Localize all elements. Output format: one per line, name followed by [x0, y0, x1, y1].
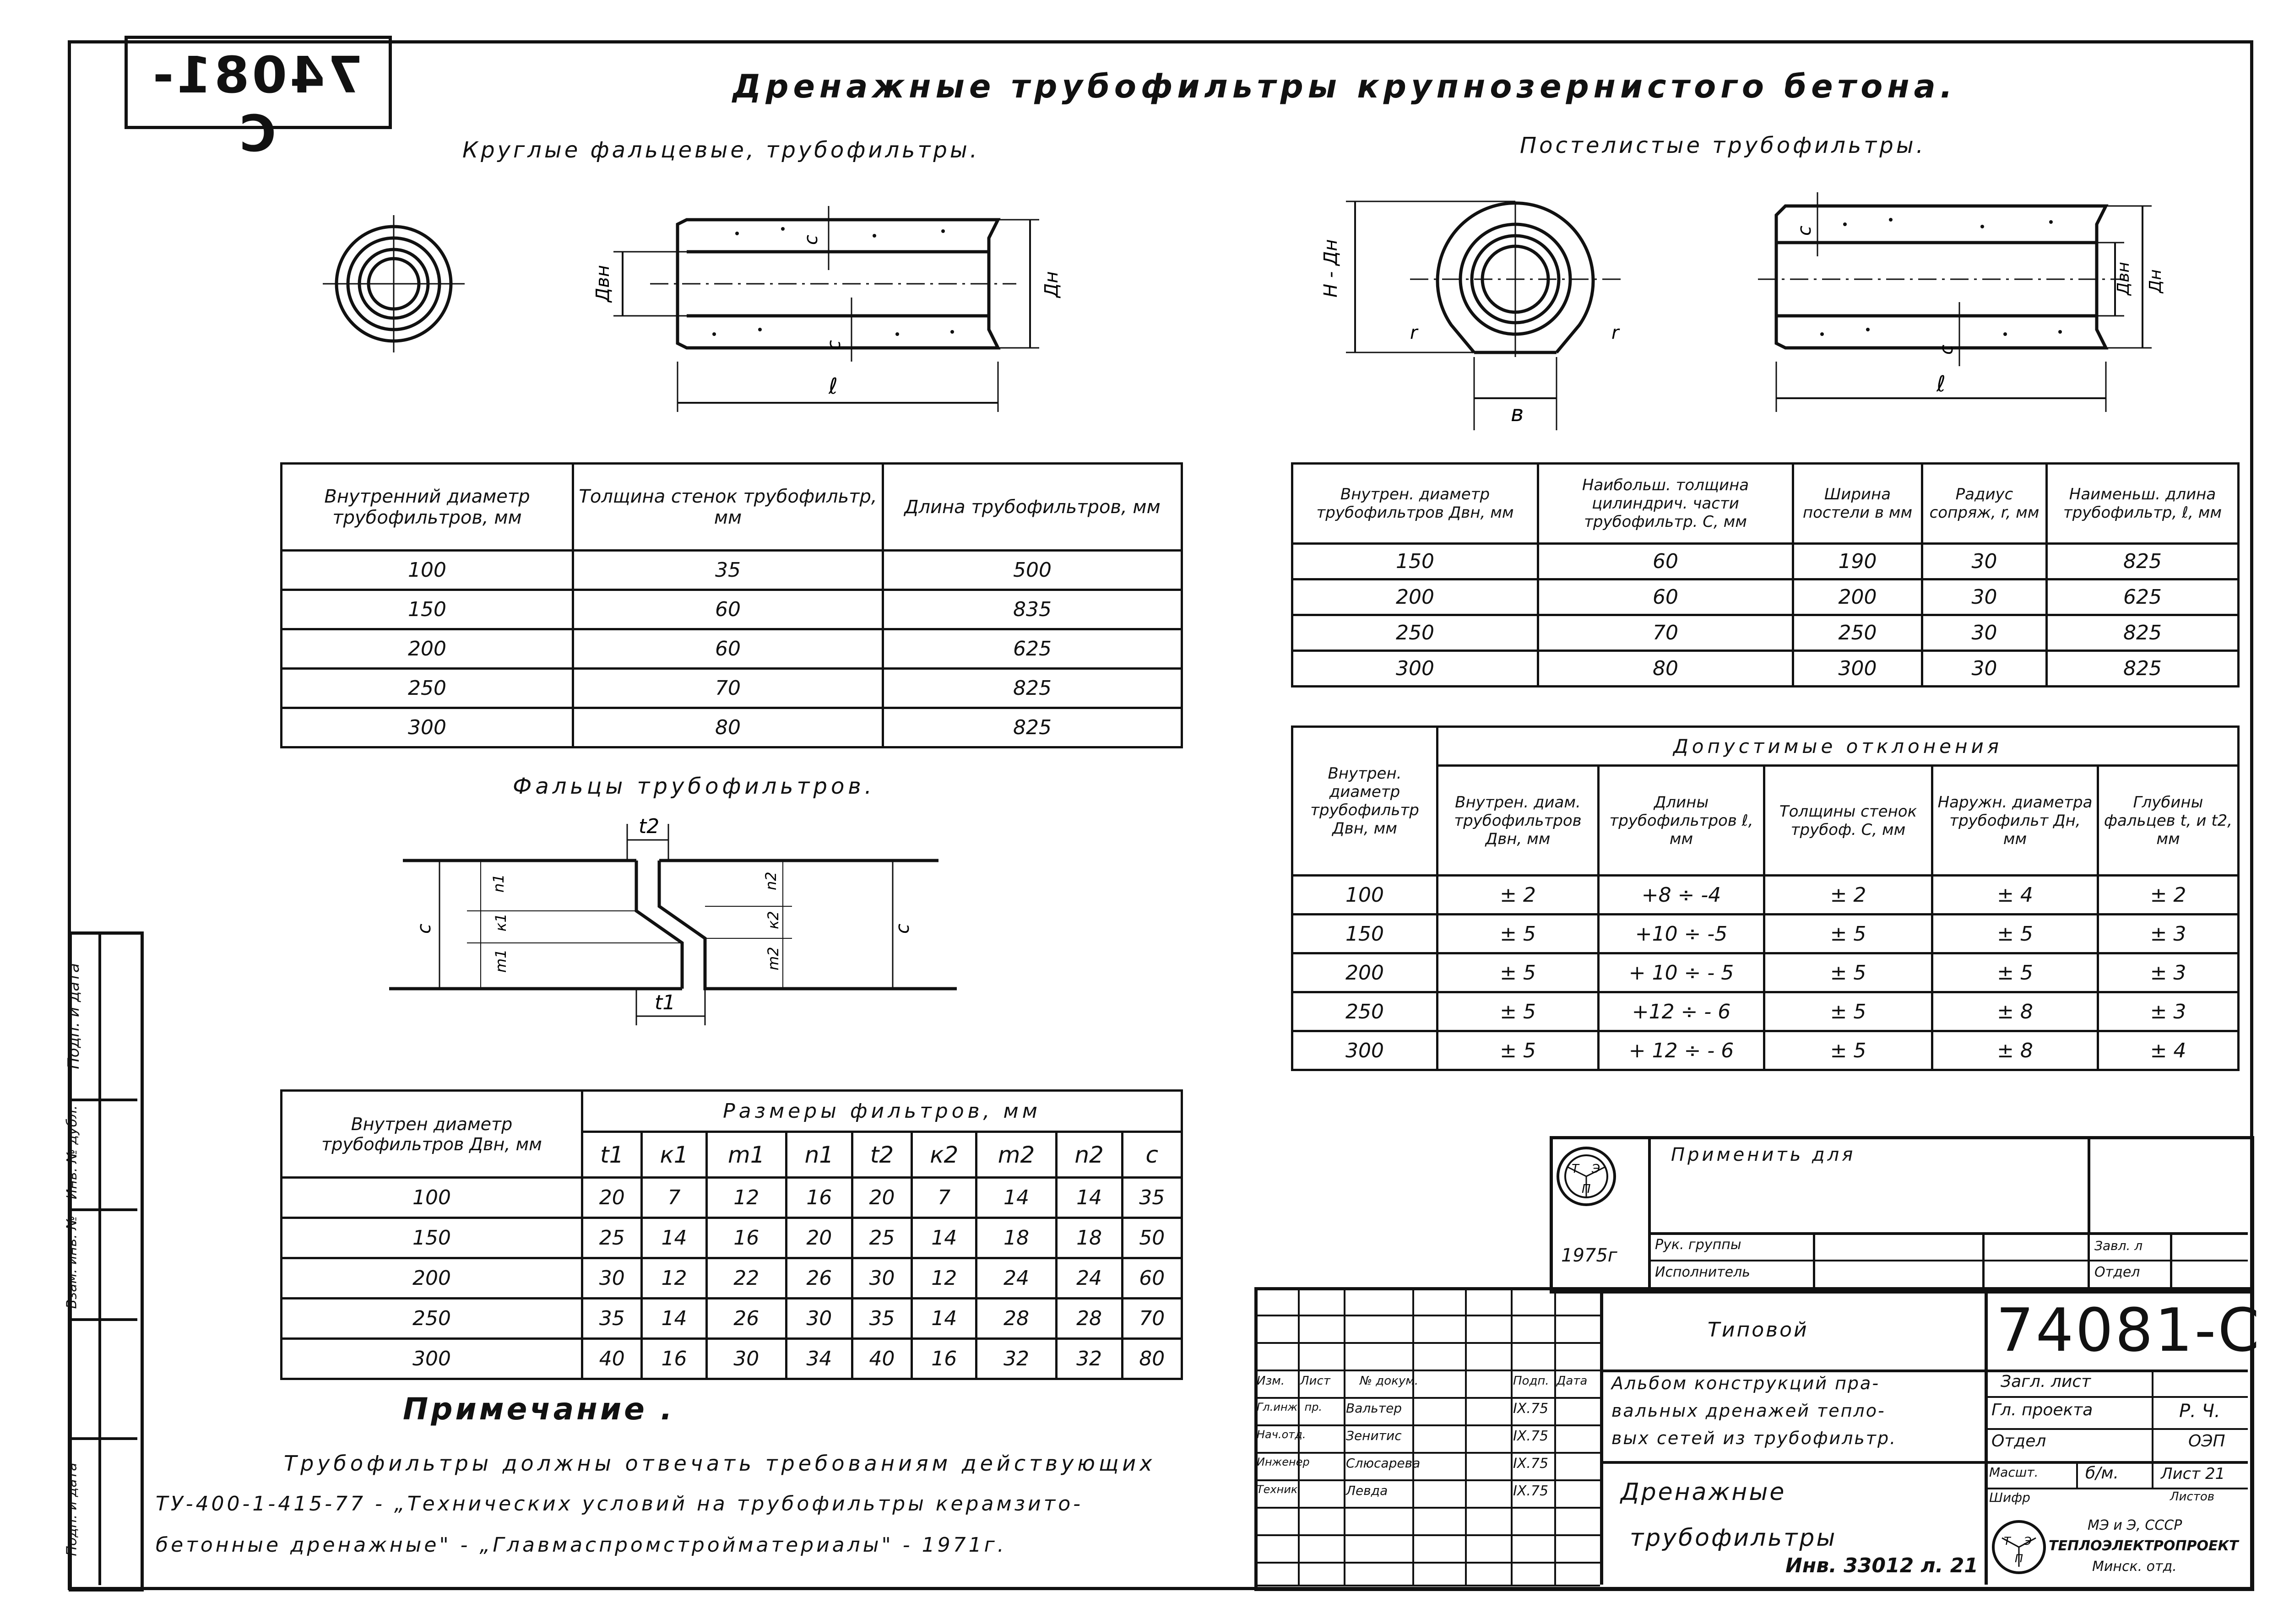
- side-stamp-label: Инв. № дубл.: [64, 1105, 81, 1200]
- table-cell: 625: [2047, 579, 2239, 615]
- round-header: Внутренний диаметр трубофильтров, мм: [282, 464, 573, 551]
- table-row: [1292, 1031, 2239, 1070]
- table-cell: 200: [1793, 579, 1922, 615]
- table-cell: 7: [912, 1178, 976, 1218]
- sig-grid-line: [1254, 1397, 1600, 1399]
- table-cell: 150: [1292, 915, 1437, 953]
- round-table: [280, 462, 1183, 748]
- table-cell: 30: [1922, 544, 2047, 579]
- album-line: Альбом конструкций пра-: [1611, 1373, 1880, 1393]
- sig-grid-line: [1254, 1452, 1600, 1454]
- table-cell: 32: [1056, 1339, 1122, 1379]
- round-l-label: ℓ: [829, 374, 838, 399]
- table-cell: 625: [883, 629, 1182, 669]
- tol-header: Толщины стенок трубоф. С, мм: [1764, 766, 1932, 876]
- otdel2-label: Отдел: [1991, 1432, 2046, 1451]
- side-divider: [69, 1099, 137, 1101]
- dims-header: m2: [976, 1132, 1056, 1178]
- tb-line: [1985, 1396, 2248, 1398]
- table-cell: 300: [1793, 651, 1922, 687]
- folds-drawing: [389, 815, 984, 1044]
- table-cell: 825: [2047, 615, 2239, 651]
- flat-header: Наибольш. толщина цилиндрич. части трубофильтр. С, мм: [1538, 464, 1793, 544]
- dims-header: t1: [582, 1132, 642, 1178]
- table-cell: 35: [1122, 1178, 1182, 1218]
- fold-n2-label: n2: [762, 872, 780, 890]
- tol-header: Наружн. диаметра трубофильт Дн, мм: [1932, 766, 2098, 876]
- tb-line: [2088, 1232, 2090, 1287]
- drawing-name-line: Дренажные: [1621, 1478, 1786, 1506]
- sig-cell: Нач.отд.: [1257, 1428, 1306, 1441]
- table-cell: 12: [642, 1258, 706, 1299]
- sig-grid-line: [1254, 1534, 1600, 1536]
- tb-line: [2076, 1461, 2078, 1489]
- tb-line: [2170, 1232, 2172, 1287]
- sig-grid-line: [1254, 1342, 1600, 1344]
- main-title: Дренажные трубофильтры крупнозернистого бетона.: [732, 68, 1957, 105]
- round-c-label: c: [824, 340, 845, 350]
- table-cell: 50: [1122, 1218, 1182, 1258]
- table-row: [1292, 915, 2239, 953]
- table-cell: + 10 ÷ - 5: [1599, 953, 1764, 992]
- table-cell: 70: [573, 669, 883, 708]
- table-cell: 80: [573, 708, 883, 747]
- gip-label: Гл. проекта: [1991, 1401, 2093, 1419]
- sig-header: Изм.: [1257, 1374, 1285, 1388]
- org-logo-letter: Т: [2004, 1535, 2011, 1548]
- table-cell: ± 2: [2098, 876, 2239, 915]
- flat-b-label: в: [1511, 401, 1524, 427]
- table-cell: 20: [852, 1178, 911, 1218]
- tb-line: [1600, 1461, 2248, 1464]
- table-cell: 30: [852, 1258, 911, 1299]
- table-cell: 20: [582, 1178, 642, 1218]
- typical-label: Типовой: [1708, 1318, 1809, 1342]
- table-cell: 300: [1292, 1031, 1437, 1070]
- table-row: [282, 708, 1182, 747]
- table-cell: 30: [706, 1339, 786, 1379]
- table-row: [282, 669, 1182, 708]
- flat-dvn-label: Двн: [2114, 262, 2133, 295]
- table-cell: ± 4: [1932, 876, 2098, 915]
- table-row: [1292, 876, 2239, 915]
- table-cell: ± 5: [1437, 915, 1599, 953]
- flat-pipe-drawing: [1318, 174, 2234, 449]
- table-cell: 200: [282, 1258, 582, 1299]
- table-row: [282, 629, 1182, 669]
- table-cell: 16: [912, 1339, 976, 1379]
- table-cell: 60: [1538, 544, 1793, 579]
- org-logo-letter: П: [2015, 1552, 2023, 1565]
- tb-line: [1648, 1136, 1651, 1287]
- sig-grid-line: [1254, 1507, 1600, 1509]
- code-stamp-mirrored: 74081-C: [150, 46, 363, 163]
- drawing-name-line: трубофильтры: [1630, 1524, 1837, 1552]
- table-cell: 28: [976, 1299, 1056, 1339]
- sig-grid-line: [1254, 1424, 1600, 1426]
- table-cell: 40: [852, 1339, 911, 1379]
- org-line: ТЕПЛОЭЛЕКТРОПРОЕКТ: [2049, 1538, 2239, 1554]
- sig-header: Лист: [1300, 1374, 1330, 1388]
- table-row: [282, 1258, 1182, 1299]
- flat-header: Наименьш. длина трубофильтр, ℓ, мм: [2047, 464, 2239, 544]
- album-line: вальных дренажей тепло-: [1611, 1401, 1886, 1421]
- table-cell: 200: [282, 629, 573, 669]
- tol-header: Длины трубофильтров ℓ, мм: [1599, 766, 1764, 876]
- round-header: Длина трубофильтров, мм: [883, 464, 1182, 551]
- sig-cell: Слюсарева: [1346, 1456, 1421, 1471]
- logo-letter: Э: [1592, 1162, 1600, 1176]
- note-line: ТУ-400-1-415-77 - „Технических условий на трубофильтры керамзито-: [156, 1492, 1084, 1516]
- sig-cell: Зенитис: [1346, 1428, 1402, 1443]
- drawing-code: 74081-С: [1996, 1295, 2262, 1365]
- flat-c-label: c: [1936, 345, 1957, 355]
- note-line: бетонные дренажные" - „Главмаспромстройматериалы" - 1971г.: [156, 1533, 1007, 1557]
- sig-grid-line: [1254, 1479, 1600, 1481]
- sig-cell: Инженер: [1257, 1456, 1310, 1468]
- table-cell: ± 3: [2098, 915, 2239, 953]
- table-cell: 300: [282, 708, 573, 747]
- table-cell: 250: [282, 1299, 582, 1339]
- table-cell: 190: [1793, 544, 1922, 579]
- round-pipe-drawing: [302, 179, 1126, 435]
- note-line: Трубофильтры должны отвечать требованиям действующих: [284, 1451, 1156, 1476]
- dims-group-header: Размеры фильтров, мм: [582, 1091, 1182, 1132]
- tb-line: [1600, 1370, 2248, 1372]
- table-cell: +12 ÷ - 6: [1599, 992, 1764, 1031]
- side-stamp-label: Подп. и дата: [64, 1462, 80, 1556]
- side-divider: [69, 1437, 137, 1440]
- table-cell: 28: [1056, 1299, 1122, 1339]
- fold-m2-label: m2: [765, 947, 782, 970]
- round-dn-label: Дн: [1041, 271, 1062, 298]
- sig-cell: Техник: [1257, 1483, 1298, 1496]
- ministry-logo: [1554, 1144, 1618, 1208]
- tol-group-header: Допустимые отклонения: [1437, 727, 2239, 766]
- otdel2-value: ОЭП: [2188, 1432, 2225, 1451]
- table-cell: 25: [852, 1218, 911, 1258]
- tb-line: [1985, 1428, 2248, 1430]
- table-cell: 32: [976, 1339, 1056, 1379]
- table-cell: 14: [642, 1218, 706, 1258]
- table-cell: 16: [786, 1178, 852, 1218]
- flat-table: [1291, 462, 2240, 687]
- table-cell: 250: [1292, 615, 1538, 651]
- table-row: [282, 551, 1182, 590]
- masht-value: б/м.: [2085, 1464, 2119, 1483]
- table-row: [1292, 615, 2239, 651]
- table-cell: 35: [582, 1299, 642, 1339]
- side-divider: [69, 1208, 137, 1211]
- table-cell: 250: [1292, 992, 1437, 1031]
- table-row: [1292, 992, 2239, 1031]
- fold-n1-label: n1: [490, 874, 507, 893]
- fold-t1-label: t1: [655, 991, 676, 1014]
- table-cell: 200: [1292, 953, 1437, 992]
- table-cell: 26: [706, 1299, 786, 1339]
- table-cell: 250: [282, 669, 573, 708]
- fold-c-label: c: [414, 924, 435, 934]
- sig-cell: Гл.инж. пр.: [1257, 1401, 1323, 1413]
- table-cell: 70: [1538, 615, 1793, 651]
- dims-header: n2: [1056, 1132, 1122, 1178]
- folds-title: Фальцы трубофильтров.: [513, 774, 875, 799]
- sig-grid-line: [1511, 1287, 1513, 1585]
- table-cell: ± 5: [1764, 1031, 1932, 1070]
- table-cell: ± 2: [1764, 876, 1932, 915]
- table-cell: 26: [786, 1258, 852, 1299]
- table-cell: 14: [642, 1299, 706, 1339]
- table-cell: ± 5: [1764, 953, 1932, 992]
- dims-header: t2: [852, 1132, 911, 1178]
- dims-header: n1: [786, 1132, 852, 1178]
- org-line: Минск. отд.: [2092, 1559, 2177, 1575]
- table-cell: 30: [1922, 615, 2047, 651]
- table-cell: 14: [912, 1299, 976, 1339]
- sig-grid-line: [1554, 1287, 1556, 1585]
- fold-k1-label: к1: [492, 913, 510, 931]
- sig-grid-line: [1254, 1287, 1600, 1289]
- tol-row-header: Внутрен. диаметр трубофильтр Двн, мм: [1292, 727, 1437, 876]
- sig-cell: Левда: [1346, 1483, 1388, 1498]
- note-title: Примечание .: [403, 1391, 675, 1427]
- group-head-label: Рук. группы: [1655, 1237, 1741, 1253]
- table-cell: 825: [2047, 544, 2239, 579]
- flat-h-label: Н - Дн: [1320, 239, 1341, 298]
- table-cell: 200: [1292, 579, 1538, 615]
- tb-line: [1985, 1287, 1988, 1585]
- table-cell: 18: [1056, 1218, 1122, 1258]
- table-cell: 30: [1922, 651, 2047, 687]
- sig-grid-line: [1412, 1287, 1414, 1585]
- flat-header: Ширина постели в мм: [1793, 464, 1922, 544]
- masht-label: Масшт.: [1989, 1465, 2039, 1480]
- sig-grid-line: [1254, 1585, 1600, 1586]
- tb-line: [1648, 1232, 2248, 1235]
- table-cell: + 12 ÷ - 6: [1599, 1031, 1764, 1070]
- table-cell: 16: [706, 1218, 786, 1258]
- round-c-label: c: [801, 235, 822, 245]
- table-row: [1292, 953, 2239, 992]
- dims-header: к2: [912, 1132, 976, 1178]
- sig-header: Дата: [1557, 1374, 1588, 1388]
- sig-grid-line: [1344, 1287, 1345, 1585]
- table-cell: 80: [1538, 651, 1793, 687]
- table-cell: 18: [976, 1218, 1056, 1258]
- flat-header: Радиус сопряж, r, мм: [1922, 464, 2047, 544]
- flat-title: Постелистые трубофильтры.: [1520, 133, 1926, 158]
- side-stamp-label: Подп. и дата: [64, 963, 83, 1069]
- table-cell: 14: [1056, 1178, 1122, 1218]
- side-divider: [69, 1318, 137, 1321]
- table-cell: 7: [642, 1178, 706, 1218]
- table-cell: +10 ÷ -5: [1599, 915, 1764, 953]
- org-line: МЭ и Э, СССР: [2088, 1517, 2182, 1533]
- table-row: [282, 590, 1182, 629]
- round-title: Круглые фальцевые, трубофильтры.: [462, 137, 980, 163]
- table-cell: ± 4: [2098, 1031, 2239, 1070]
- sig-cell: IX.75: [1513, 1456, 1549, 1472]
- flat-header: Внутрен. диаметр трубофильтров Двн, мм: [1292, 464, 1538, 544]
- logo-letter: Т: [1572, 1162, 1579, 1176]
- table-cell: 12: [912, 1258, 976, 1299]
- table-cell: 825: [2047, 651, 2239, 687]
- fold-t2-label: t2: [639, 815, 660, 838]
- dims-header: c: [1122, 1132, 1182, 1178]
- table-cell: 100: [282, 1178, 582, 1218]
- side-stamp-label: Взам. инв. №: [64, 1215, 80, 1309]
- tb-line: [2088, 1136, 2090, 1232]
- org-logo: [1989, 1517, 2049, 1577]
- sig-grid-line: [1254, 1370, 1600, 1371]
- tb-line: [1648, 1260, 2248, 1261]
- table-cell: ± 5: [1932, 953, 2098, 992]
- table-cell: 60: [1122, 1258, 1182, 1299]
- flat-dn-label: Дн: [2146, 269, 2165, 293]
- flat-l-label: ℓ: [1936, 371, 1946, 397]
- table-cell: 500: [883, 551, 1182, 590]
- table-cell: ± 3: [2098, 992, 2239, 1031]
- table-cell: 16: [642, 1339, 706, 1379]
- side-divider: [98, 931, 101, 1585]
- tb-line: [2152, 1370, 2153, 1489]
- fold-k2-label: к2: [765, 911, 782, 929]
- table-cell: 150: [1292, 544, 1538, 579]
- tolerances-table: [1291, 725, 2240, 1071]
- tb-line: [1985, 1488, 2248, 1489]
- sig-cell: Вальтер: [1346, 1401, 1402, 1416]
- table-cell: 24: [976, 1258, 1056, 1299]
- executor-label: Исполнитель: [1655, 1264, 1750, 1280]
- table-cell: 60: [573, 590, 883, 629]
- sig-cell: IX.75: [1513, 1401, 1549, 1417]
- signature-grid: [1254, 1287, 1600, 1585]
- table-cell: 20: [786, 1218, 852, 1258]
- flat-c-label: c: [1794, 226, 1815, 236]
- dims-header: m1: [706, 1132, 786, 1178]
- shifr-label: Шифр: [1989, 1490, 2030, 1505]
- table-cell: ± 5: [1437, 1031, 1599, 1070]
- gip-value: Р. Ч.: [2179, 1401, 2220, 1422]
- tb-line: [1982, 1232, 1985, 1287]
- table-cell: 12: [706, 1178, 786, 1218]
- round-dvn-label: Двн: [592, 265, 613, 302]
- table-cell: 35: [573, 551, 883, 590]
- table-cell: 22: [706, 1258, 786, 1299]
- sig-header: Подп.: [1513, 1374, 1549, 1388]
- table-cell: 250: [1793, 615, 1922, 651]
- album-line: вых сетей из трубофильтр.: [1611, 1428, 1897, 1448]
- sig-cell: IX.75: [1513, 1483, 1549, 1499]
- tb-line: [1813, 1232, 1815, 1287]
- table-row: [282, 1299, 1182, 1339]
- table-cell: ± 8: [1932, 1031, 2098, 1070]
- table-cell: 150: [282, 1218, 582, 1258]
- table-cell: 30: [582, 1258, 642, 1299]
- table-cell: 30: [1922, 579, 2047, 615]
- table-row: [282, 1218, 1182, 1258]
- table-cell: 14: [912, 1218, 976, 1258]
- table-cell: +8 ÷ -4: [1599, 876, 1764, 915]
- table-cell: ± 8: [1932, 992, 2098, 1031]
- tol-header: Внутрен. диам. трубофильтров Двн, мм: [1437, 766, 1599, 876]
- inventory-stamp: Инв. 33012 л. 21: [1785, 1554, 1978, 1577]
- sheet-number: Лист 21: [2161, 1465, 2225, 1483]
- table-cell: 100: [1292, 876, 1437, 915]
- table-cell: 80: [1122, 1339, 1182, 1379]
- tb-line: [1600, 1287, 1603, 1585]
- dims-row-header: Внутрен диаметр трубофильтров Двн, мм: [282, 1091, 582, 1178]
- dims-table: [280, 1089, 1183, 1380]
- flat-r-label: r: [1611, 322, 1619, 343]
- sig-grid-line: [1254, 1562, 1600, 1564]
- table-cell: 835: [883, 590, 1182, 629]
- table-cell: ± 3: [2098, 953, 2239, 992]
- table-cell: ± 5: [1764, 992, 1932, 1031]
- table-cell: ± 5: [1932, 915, 2098, 953]
- table-cell: ± 5: [1437, 992, 1599, 1031]
- table-cell: 40: [582, 1339, 642, 1379]
- sig-cell: IX.75: [1513, 1428, 1549, 1444]
- table-cell: 300: [282, 1339, 582, 1379]
- table-cell: 25: [582, 1218, 642, 1258]
- tol-header: Глубины фальцев t, и t2, мм: [2098, 766, 2239, 876]
- dims-header: к1: [642, 1132, 706, 1178]
- table-row: [1292, 544, 2239, 579]
- table-row: [1292, 579, 2239, 615]
- table-cell: ± 5: [1437, 953, 1599, 992]
- sig-header: № докум.: [1360, 1374, 1419, 1388]
- sig-grid-line: [1254, 1315, 1600, 1316]
- table-cell: 24: [1056, 1258, 1122, 1299]
- year-label: 1975г: [1561, 1245, 1617, 1266]
- fold-c-label: c: [892, 924, 913, 934]
- table-cell: 34: [786, 1339, 852, 1379]
- table-row: [1292, 651, 2239, 687]
- zagl-list: Загл. лист: [2001, 1372, 2091, 1391]
- flat-r-label: r: [1410, 322, 1418, 343]
- table-cell: 14: [976, 1178, 1056, 1218]
- table-cell: 825: [883, 669, 1182, 708]
- table-cell: 100: [282, 551, 573, 590]
- table-cell: ± 2: [1437, 876, 1599, 915]
- table-row: [282, 1178, 1182, 1218]
- table-cell: 825: [883, 708, 1182, 747]
- zav-l-label: Завл. л: [2094, 1238, 2143, 1253]
- table-cell: 60: [573, 629, 883, 669]
- table-cell: ± 5: [1764, 915, 1932, 953]
- table-cell: 70: [1122, 1299, 1182, 1339]
- table-cell: 60: [1538, 579, 1793, 615]
- logo-letter: П: [1582, 1182, 1591, 1196]
- table-row: [282, 1339, 1182, 1379]
- round-header: Толщина стенок трубофильтр, мм: [573, 464, 883, 551]
- fold-m1-label: m1: [492, 949, 510, 973]
- table-cell: 30: [786, 1299, 852, 1339]
- table-cell: 35: [852, 1299, 911, 1339]
- listov-label: Листов: [2170, 1490, 2215, 1504]
- sig-grid-line: [1465, 1287, 1467, 1585]
- table-cell: 300: [1292, 651, 1538, 687]
- otdel-label: Отдел: [2094, 1264, 2140, 1280]
- apply-for-label: Применить для: [1671, 1144, 1856, 1165]
- table-cell: 150: [282, 590, 573, 629]
- org-logo-letter: Э: [2024, 1535, 2032, 1548]
